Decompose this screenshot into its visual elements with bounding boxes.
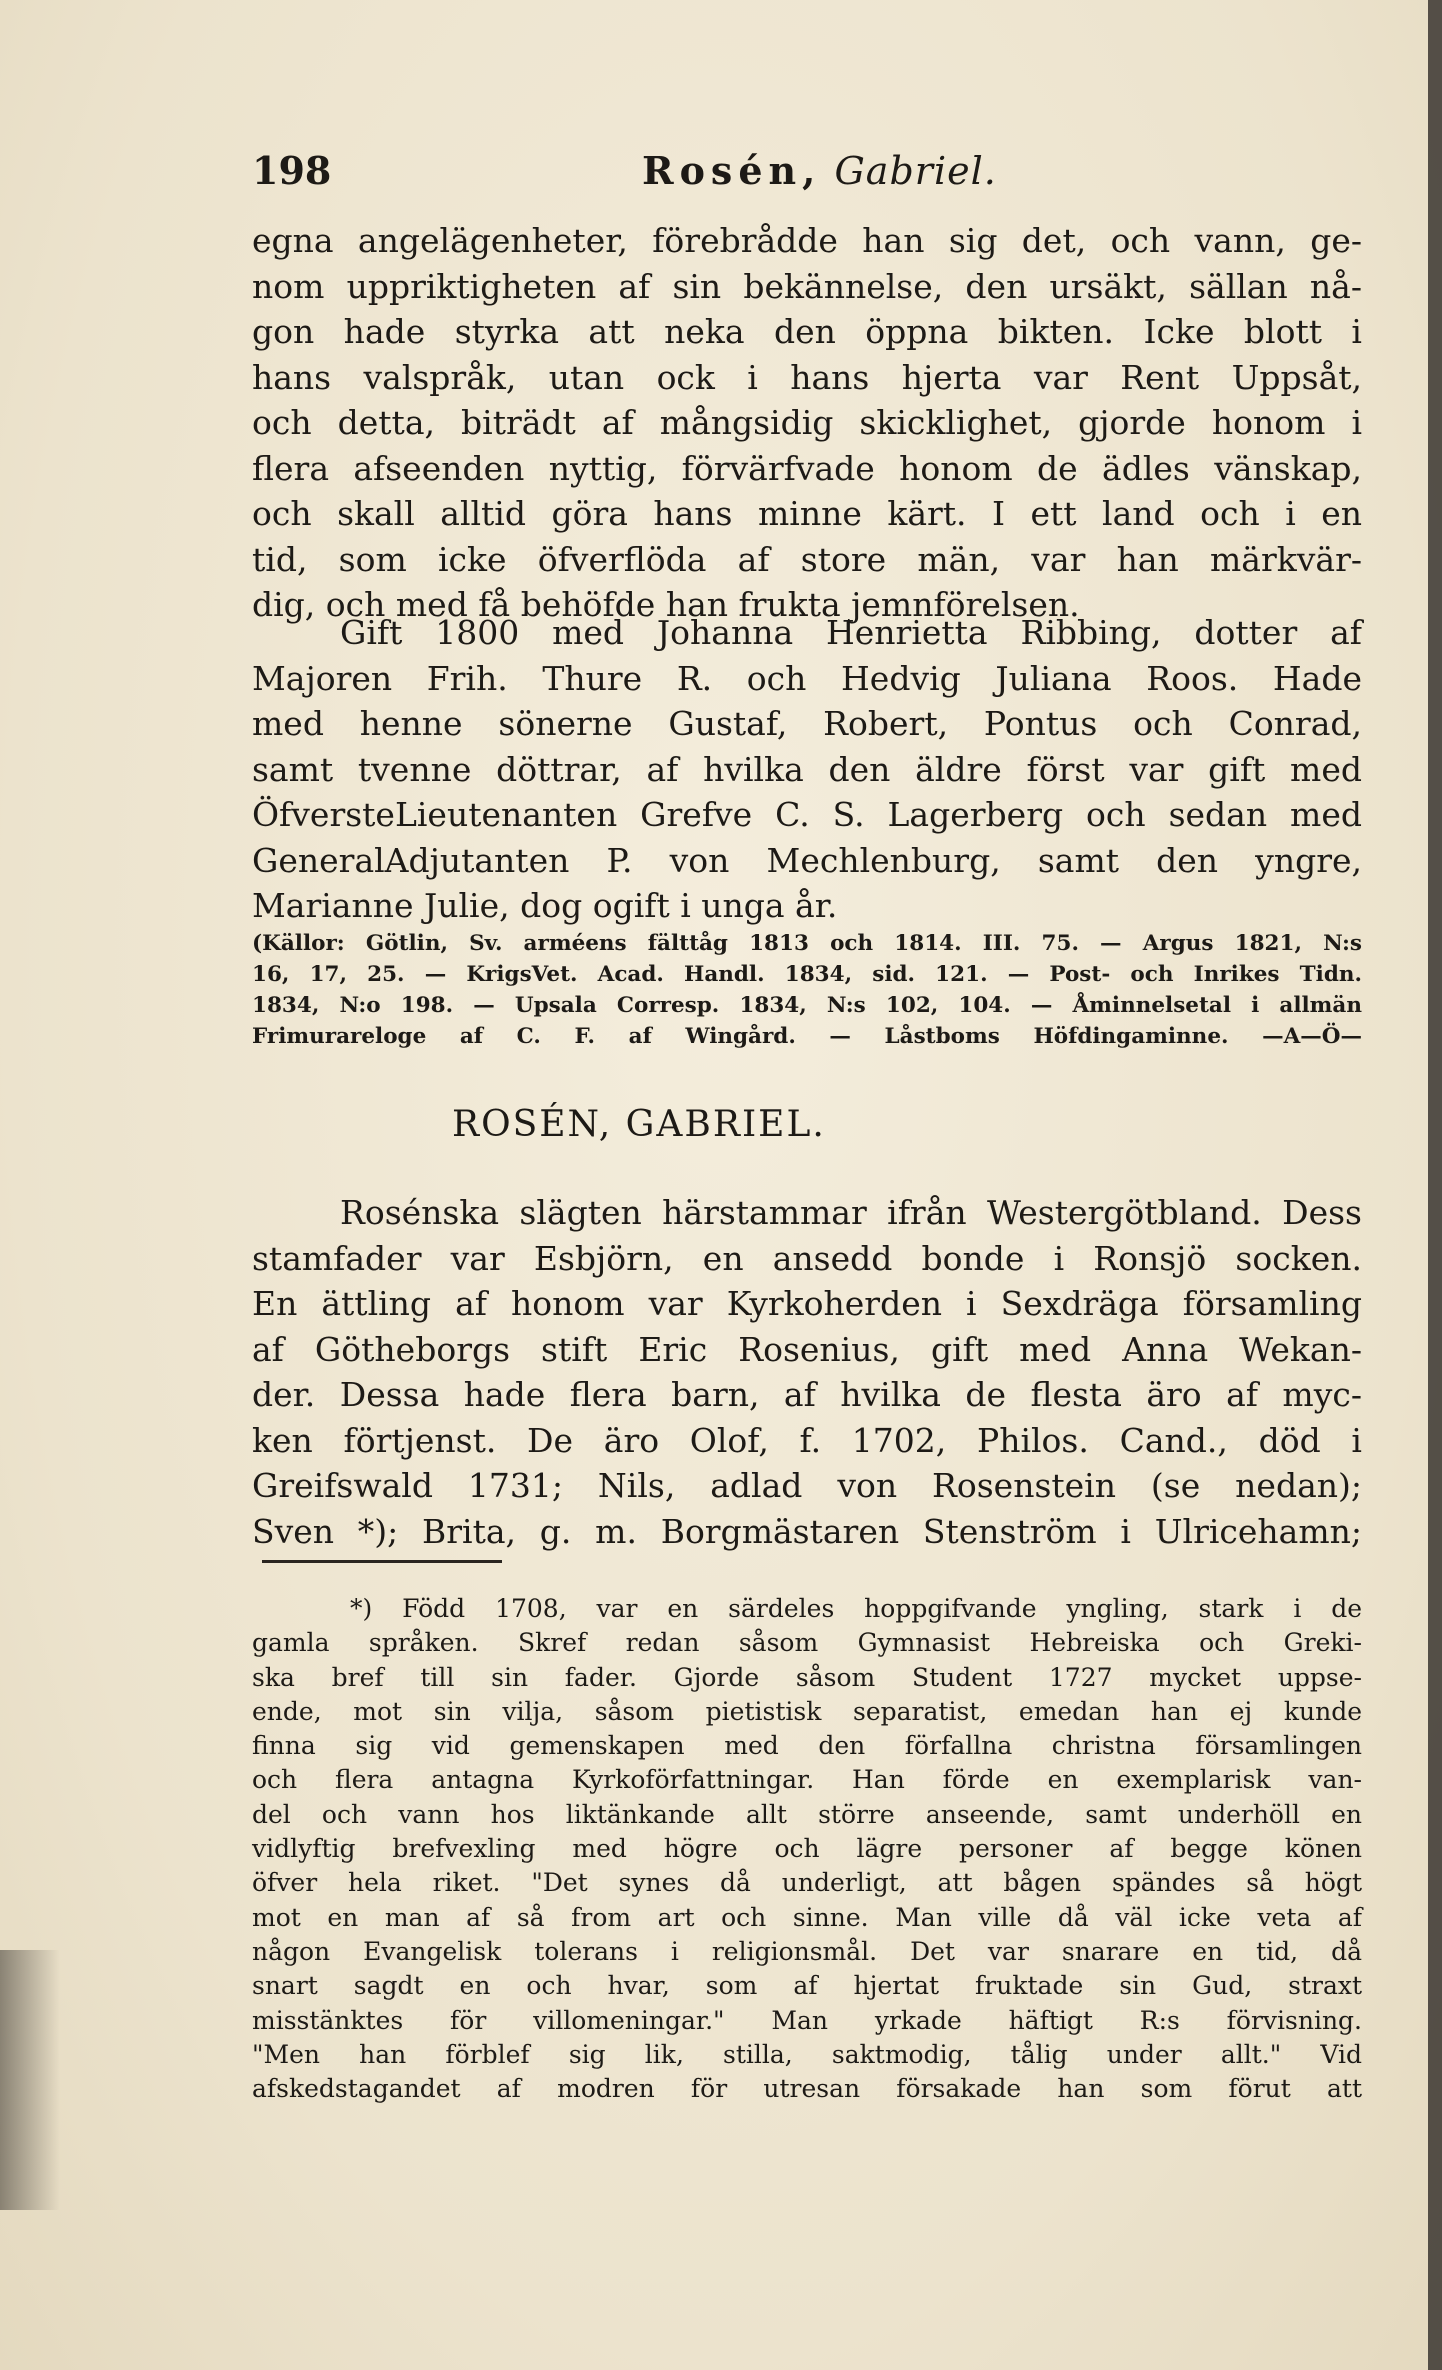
text-line: gon hade styrka att neka den öppna bikten. Icke blott i — [252, 312, 1362, 351]
text-line: ÖfversteLieutenanten Grefve C. S. Lagerberg och sedan med — [252, 795, 1362, 834]
footnote — [252, 1592, 1362, 2106]
footnote-line: ska bref till sin fader. Gjorde såsom Student 1727 mycket uppse- — [252, 1662, 1362, 1692]
paragraph-family — [252, 1190, 1362, 1554]
text-line: och detta, biträdt af mångsidig skicklighet, gjorde honom i — [252, 403, 1362, 442]
text-line: dig, och med få behöfde han frukta jemnförelsen. — [252, 585, 1080, 624]
text-line: stamfader var Esbjörn, en ansedd bonde i Ronsjö socken. — [252, 1238, 1362, 1278]
text-line: Majoren Frih. Thure R. och Hedvig Juliana Roos. Hade — [252, 658, 1362, 698]
text-line: En ättling af honom var Kyrkoherden i Sexdräga församling — [252, 1284, 1362, 1323]
page-edge-shadow — [1428, 0, 1442, 2370]
running-title-given-name: Gabriel. — [834, 149, 997, 193]
text-line: flera afseenden nyttig, förvärfvade honom de ädles vänskap, — [252, 448, 1362, 488]
text-line: Marianne Julie, dog ogift i unga år. — [252, 886, 838, 925]
footnote-line: finna sig vid gemenskapen med den förfallna christna församlingen — [252, 1731, 1362, 1761]
text-line: Greifswald 1731; Nils, adlad von Rosenstein (se nedan); — [252, 1466, 1362, 1505]
text-line: egna angelägenheter, förebrådde han sig det, och vann, ge- — [252, 221, 1362, 260]
text-line: GeneralAdjutanten P. von Mechlenburg, samt den yngre, — [252, 840, 1362, 880]
running-title — [642, 148, 997, 193]
text-line: tid, som icke öfverflöda af store män, var han märkvär- — [252, 539, 1362, 579]
text-line: nom uppriktigheten af sin bekännelse, den ursäkt, sällan nå- — [252, 266, 1362, 306]
text-line: ken förtjenst. De äro Olof, f. 1702, Philos. Cand., död i — [252, 1420, 1362, 1460]
footnote-rule — [262, 1560, 502, 1563]
footnote-line: vidlyftig brefvexling med högre och lägre personer af begge könen — [252, 1834, 1362, 1864]
page-number: 198 — [252, 148, 332, 193]
text-line: Rosénska slägten härstammar ifrån Westergötbland. Dess — [340, 1193, 1362, 1232]
section-title: ROSÉN, GABRIEL. — [452, 1104, 826, 1145]
text-line: Gift 1800 med Johanna Henrietta Ribbing, dotter af — [340, 613, 1362, 652]
footnote-line: någon Evangelisk tolerans i religionsmål. Det var snarare en tid, då — [252, 1936, 1362, 1966]
footnote-line: öfver hela riket. "Det synes då underligt, att bågen spändes så högt — [252, 1868, 1362, 1898]
text-line: der. Dessa hade flera barn, af hvilka de flesta äro af myc- — [252, 1375, 1362, 1414]
text-line: af Götheborgs stift Eric Rosenius, gift med Anna Wekan- — [252, 1329, 1362, 1369]
paragraph-continuation — [252, 218, 1362, 628]
text-line: och skall alltid göra hans minne kärt. I ett land och i en — [252, 494, 1362, 533]
footnote-line: gamla språken. Skref redan såsom Gymnasist Hebreiska och Greki- — [252, 1628, 1362, 1658]
footnote-line: "Men han förblef sig lik, stilla, saktmodig, tålig under allt." Vid — [252, 2039, 1362, 2069]
text-line: Sven *); Brita, g. m. Borgmästaren Stenström i Ulricehamn; — [252, 1511, 1362, 1551]
footnote-line: snart sagdt en och hvar, som af hjertat fruktade sin Gud, straxt — [252, 1971, 1362, 2001]
footnote-line: misstänktes för villomeningar." Man yrkade häftigt R:s förvisning. — [252, 2005, 1362, 2035]
running-header — [252, 148, 1352, 198]
footnote-line: del och vann hos liktänkande allt större anseende, samt underhöll en — [252, 1799, 1362, 1829]
thumb-shadow — [0, 1950, 60, 2210]
running-title-surname: Rosén, — [642, 148, 822, 193]
source-line: 1834, N:o 198. — Upsala Corresp. 1834, N:s 102, 104. — Åminnelsetal i allmän — [252, 993, 1362, 1018]
footnote-line: afskedstagandet af modren för utresan försakade han som förut att — [252, 2074, 1362, 2104]
text-line: med henne sönerne Gustaf, Robert, Pontus och Conrad, — [252, 704, 1362, 743]
footnote-line: *) Född 1708, var en särdeles hoppgifvande yngling, stark i de — [350, 1594, 1362, 1623]
source-line: 16, 17, 25. — KrigsVet. Acad. Handl. 1834, sid. 121. — Post- och Inrikes Tidn. — [252, 962, 1362, 987]
source-line: Frimurareloge af C. F. af Wingård. — Låstboms Höfdingaminne. —A—Ö— — [252, 1024, 1362, 1049]
text-line: hans valspråk, utan ock i hans hjerta var Rent Uppsåt, — [252, 357, 1362, 397]
paragraph-marriage — [252, 610, 1362, 929]
footnote-line: ende, mot sin vilja, såsom pietistisk separatist, emedan han ej kunde — [252, 1696, 1362, 1726]
footnote-line: och flera antagna Kyrkoförfattningar. Han förde en exemplarisk van- — [252, 1765, 1362, 1795]
footnote-line: mot en man af så from art och sinne. Man ville då väl icke veta af — [252, 1902, 1362, 1932]
text-line: samt tvenne döttrar, af hvilka den äldre först var gift med — [252, 749, 1362, 789]
source-line: (Källor: Götlin, Sv. arméens fälttåg 1813 och 1814. III. 75. — Argus 1821, N:s — [252, 931, 1362, 956]
sources-note — [252, 928, 1362, 1052]
